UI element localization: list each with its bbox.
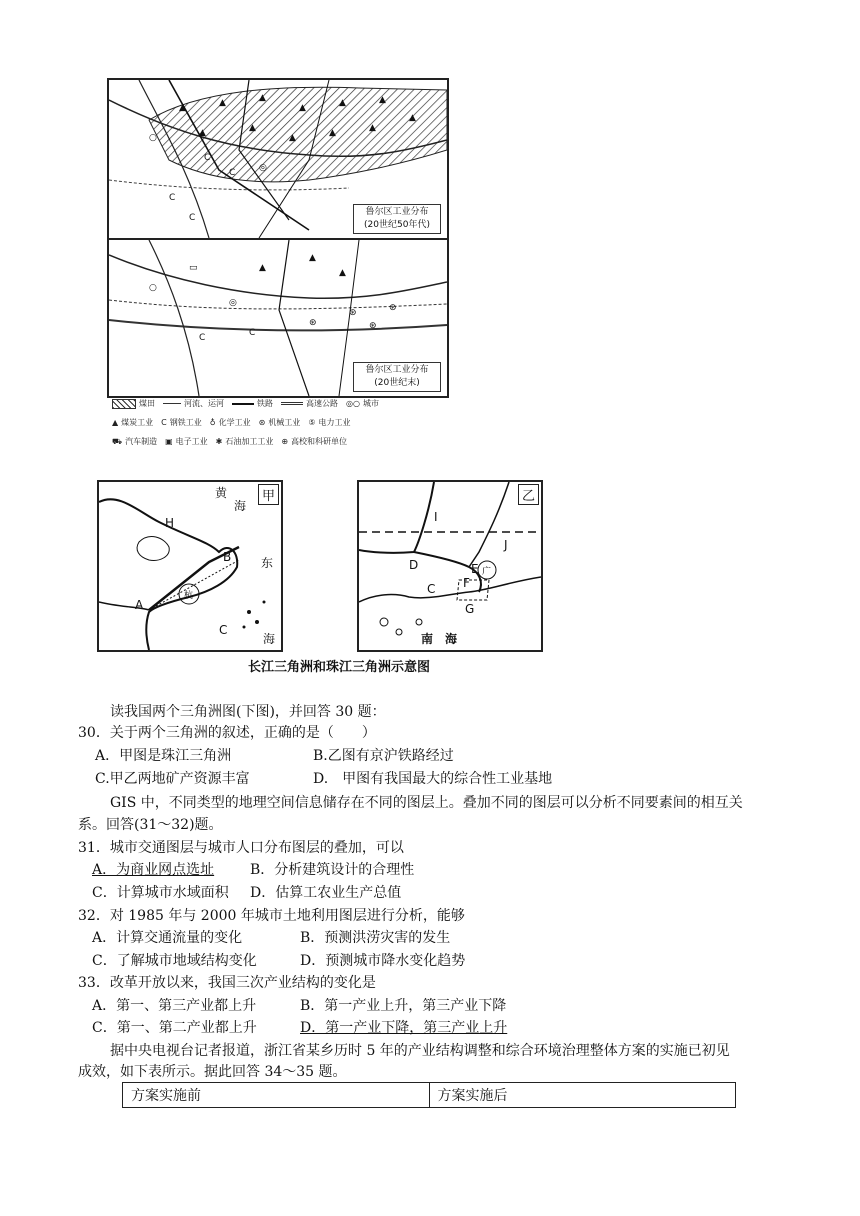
point-label-i: I	[434, 510, 438, 524]
coalfield-hatch-icon	[112, 399, 136, 409]
question-31: 31．城市交通图层与城市人口分布图层的叠加，可以	[78, 840, 404, 856]
point-label-c: C	[427, 582, 436, 596]
city-circle-icon: ◎○	[346, 399, 360, 408]
point-label-d: D	[409, 558, 419, 572]
svg-text:C: C	[204, 153, 211, 163]
svg-text:▲: ▲	[299, 103, 306, 113]
delta-maps-caption: 长江三角洲和珠江三角洲示意图	[248, 660, 431, 675]
legend-item: 铁路	[232, 398, 273, 409]
svg-text:⊛: ⊛	[369, 321, 377, 331]
svg-text:▲: ▲	[259, 93, 266, 103]
plan-table	[122, 1082, 736, 1108]
legend-item: 河流、运河	[163, 398, 224, 409]
legend-item: ▲ 煤炭工业	[112, 418, 154, 427]
legend-item: ◎○ 城市	[346, 399, 379, 408]
intro-q34-line2: 成效，如下表所示。据此回答 34～35 题。	[78, 1064, 347, 1080]
svg-text:杭: 杭	[184, 591, 194, 601]
svg-text:C: C	[229, 168, 236, 178]
question-30: 30．关于两个三角洲的叙述，正确的是（ ）	[78, 725, 376, 741]
research-icon: ⊕	[281, 437, 289, 446]
machinery-icon: ⊛	[258, 418, 266, 427]
option-31-b: B．分析建筑设计的合理性	[250, 862, 415, 878]
map-tag-jia: 甲	[258, 484, 279, 505]
ruhr-map-late20th	[107, 238, 449, 398]
river-line-icon	[163, 403, 181, 404]
delta-map-jia-drawing	[99, 482, 281, 650]
svg-text:▲: ▲	[249, 123, 256, 133]
option-32-b: B．预测洪涝灾害的发生	[300, 930, 451, 946]
delta-map-yi-drawing	[359, 482, 541, 650]
point-label-h: H	[165, 516, 175, 530]
svg-text:▲: ▲	[369, 123, 376, 133]
svg-text:广: 广	[482, 567, 492, 577]
point-label-c: C	[219, 623, 228, 637]
legend-item: ▣ 电子工业	[165, 437, 208, 446]
point-label-g: G	[465, 602, 475, 616]
table-header-after: 方案实施后	[429, 1083, 736, 1108]
ruhr-map-1950s-label: 鲁尔区工业分布 (20世纪50年代)	[353, 204, 441, 234]
option-31-a: A．为商业网点选址	[92, 862, 215, 878]
svg-text:▲: ▲	[259, 263, 266, 273]
svg-text:▲: ▲	[309, 253, 316, 263]
svg-text:▲: ▲	[379, 95, 386, 105]
steel-icon: C	[161, 418, 167, 427]
legend-item: ♁ 化学工业	[209, 418, 251, 427]
delta-map-yi	[357, 480, 543, 652]
ruhr-legend	[112, 398, 452, 455]
svg-text:C: C	[199, 333, 206, 343]
ruhr-map-late20th-label: 鲁尔区工业分布 (20世纪末)	[353, 362, 441, 392]
svg-text:▲: ▲	[409, 113, 416, 123]
point-label-e: E	[471, 562, 479, 576]
option-32-a: A．计算交通流量的变化	[92, 930, 243, 946]
coal-icon: ▲	[112, 418, 119, 427]
svg-text:▲: ▲	[339, 98, 346, 108]
svg-text:C: C	[169, 193, 176, 203]
svg-text:⊛: ⊛	[309, 318, 317, 328]
option-33-c: C．第一、第二产业都上升	[92, 1020, 257, 1036]
legend-item: ✱ 石油加工工业	[215, 437, 274, 446]
option-33-b: B．第一产业上升，第三产业下降	[300, 998, 507, 1014]
sea-label-yellow-1: 黄	[215, 486, 228, 500]
point-label-f: F	[463, 576, 470, 590]
option-30-c: C.甲乙两地矿产资源丰富	[95, 771, 250, 787]
ruhr-map-1950s	[107, 78, 449, 240]
option-31-c: C．计算城市水域面积	[92, 885, 229, 901]
svg-text:▲: ▲	[339, 268, 346, 278]
svg-text:▲: ▲	[199, 128, 206, 138]
svg-text:▲: ▲	[289, 133, 296, 143]
svg-text:▭: ▭	[189, 263, 198, 273]
point-label-j: J	[504, 538, 508, 552]
svg-text:C: C	[189, 213, 196, 223]
intro-q34-line1: 据中央电视台记者报道，浙江省某乡历时 5 年的产业结构调整和综合环境治理整体方案的实施已初见	[110, 1043, 730, 1059]
sea-label-south: 南 海	[421, 632, 458, 646]
option-33-d: D．第一产业下降，第三产业上升	[300, 1020, 508, 1036]
point-label-b: B	[223, 550, 232, 564]
oil-icon: ✱	[215, 437, 223, 446]
svg-text:◎: ◎	[229, 298, 237, 308]
option-31-d: D．估算工农业生产总值	[250, 885, 402, 901]
legend-item: ⊛ 机械工业	[258, 418, 301, 427]
svg-text:⊛: ⊛	[349, 308, 357, 318]
railway-line-icon	[232, 403, 254, 405]
legend-item: C 钢铁工业	[161, 418, 202, 427]
chemical-icon: ♁	[209, 418, 216, 427]
svg-text:⊛: ⊛	[389, 303, 397, 313]
question-32: 32．对 1985 年与 2000 年城市土地利用图层进行分析，能够	[78, 908, 465, 924]
legend-item: ⊕ 高校和科研单位	[281, 437, 348, 446]
svg-text:○: ○	[149, 133, 157, 143]
svg-text:C: C	[249, 328, 256, 338]
delta-map-jia	[97, 480, 283, 652]
option-32-d: D．预测城市降水变化趋势	[300, 953, 466, 969]
option-32-c: C．了解城市地域结构变化	[92, 953, 257, 969]
car-icon: ⛟	[112, 436, 123, 446]
question-33: 33．改革开放以来，我国三次产业结构的变化是	[78, 975, 376, 991]
legend-item: 高速公路	[281, 398, 338, 409]
gis-intro-line2: 系。回答(31～32)题。	[78, 817, 223, 833]
gis-intro-line1: GIS 中，不同类型的地理空间信息储存在不同的图层上。叠加不同的图层可以分析不同要素间的相互关	[110, 795, 743, 811]
legend-item: ⑤ 电力工业	[308, 418, 351, 427]
svg-text:◎: ◎	[259, 163, 267, 173]
sea-label-yellow-2: 海	[234, 499, 247, 513]
legend-item: 煤田	[112, 398, 155, 409]
electronics-icon: ▣	[165, 437, 173, 446]
option-30-a: A．甲图是珠江三角洲	[95, 748, 232, 764]
svg-text:▲: ▲	[329, 128, 336, 138]
option-30-b: B.乙图有京沪铁路经过	[313, 748, 454, 764]
legend-item: ⛟ 汽车制造	[112, 436, 158, 446]
svg-text:▲: ▲	[179, 103, 186, 113]
svg-text:▲: ▲	[219, 98, 226, 108]
table-header-before: 方案实施前	[123, 1083, 430, 1108]
option-33-a: A．第一、第三产业都上升	[92, 998, 257, 1014]
power-icon: ⑤	[308, 418, 316, 427]
svg-text:○: ○	[149, 283, 157, 293]
highway-line-icon	[281, 402, 303, 405]
sea-label-east-1: 东	[261, 556, 274, 570]
sea-label-east-2: 海	[263, 632, 276, 646]
intro-q30: 读我国两个三角洲图(下图)，并回答 30 题：	[110, 704, 386, 720]
map-tag-yi: 乙	[518, 484, 539, 505]
table-row	[123, 1083, 736, 1108]
point-label-a: A	[135, 598, 144, 612]
option-30-d: D. 甲图有我国最大的综合性工业基地	[313, 771, 553, 787]
